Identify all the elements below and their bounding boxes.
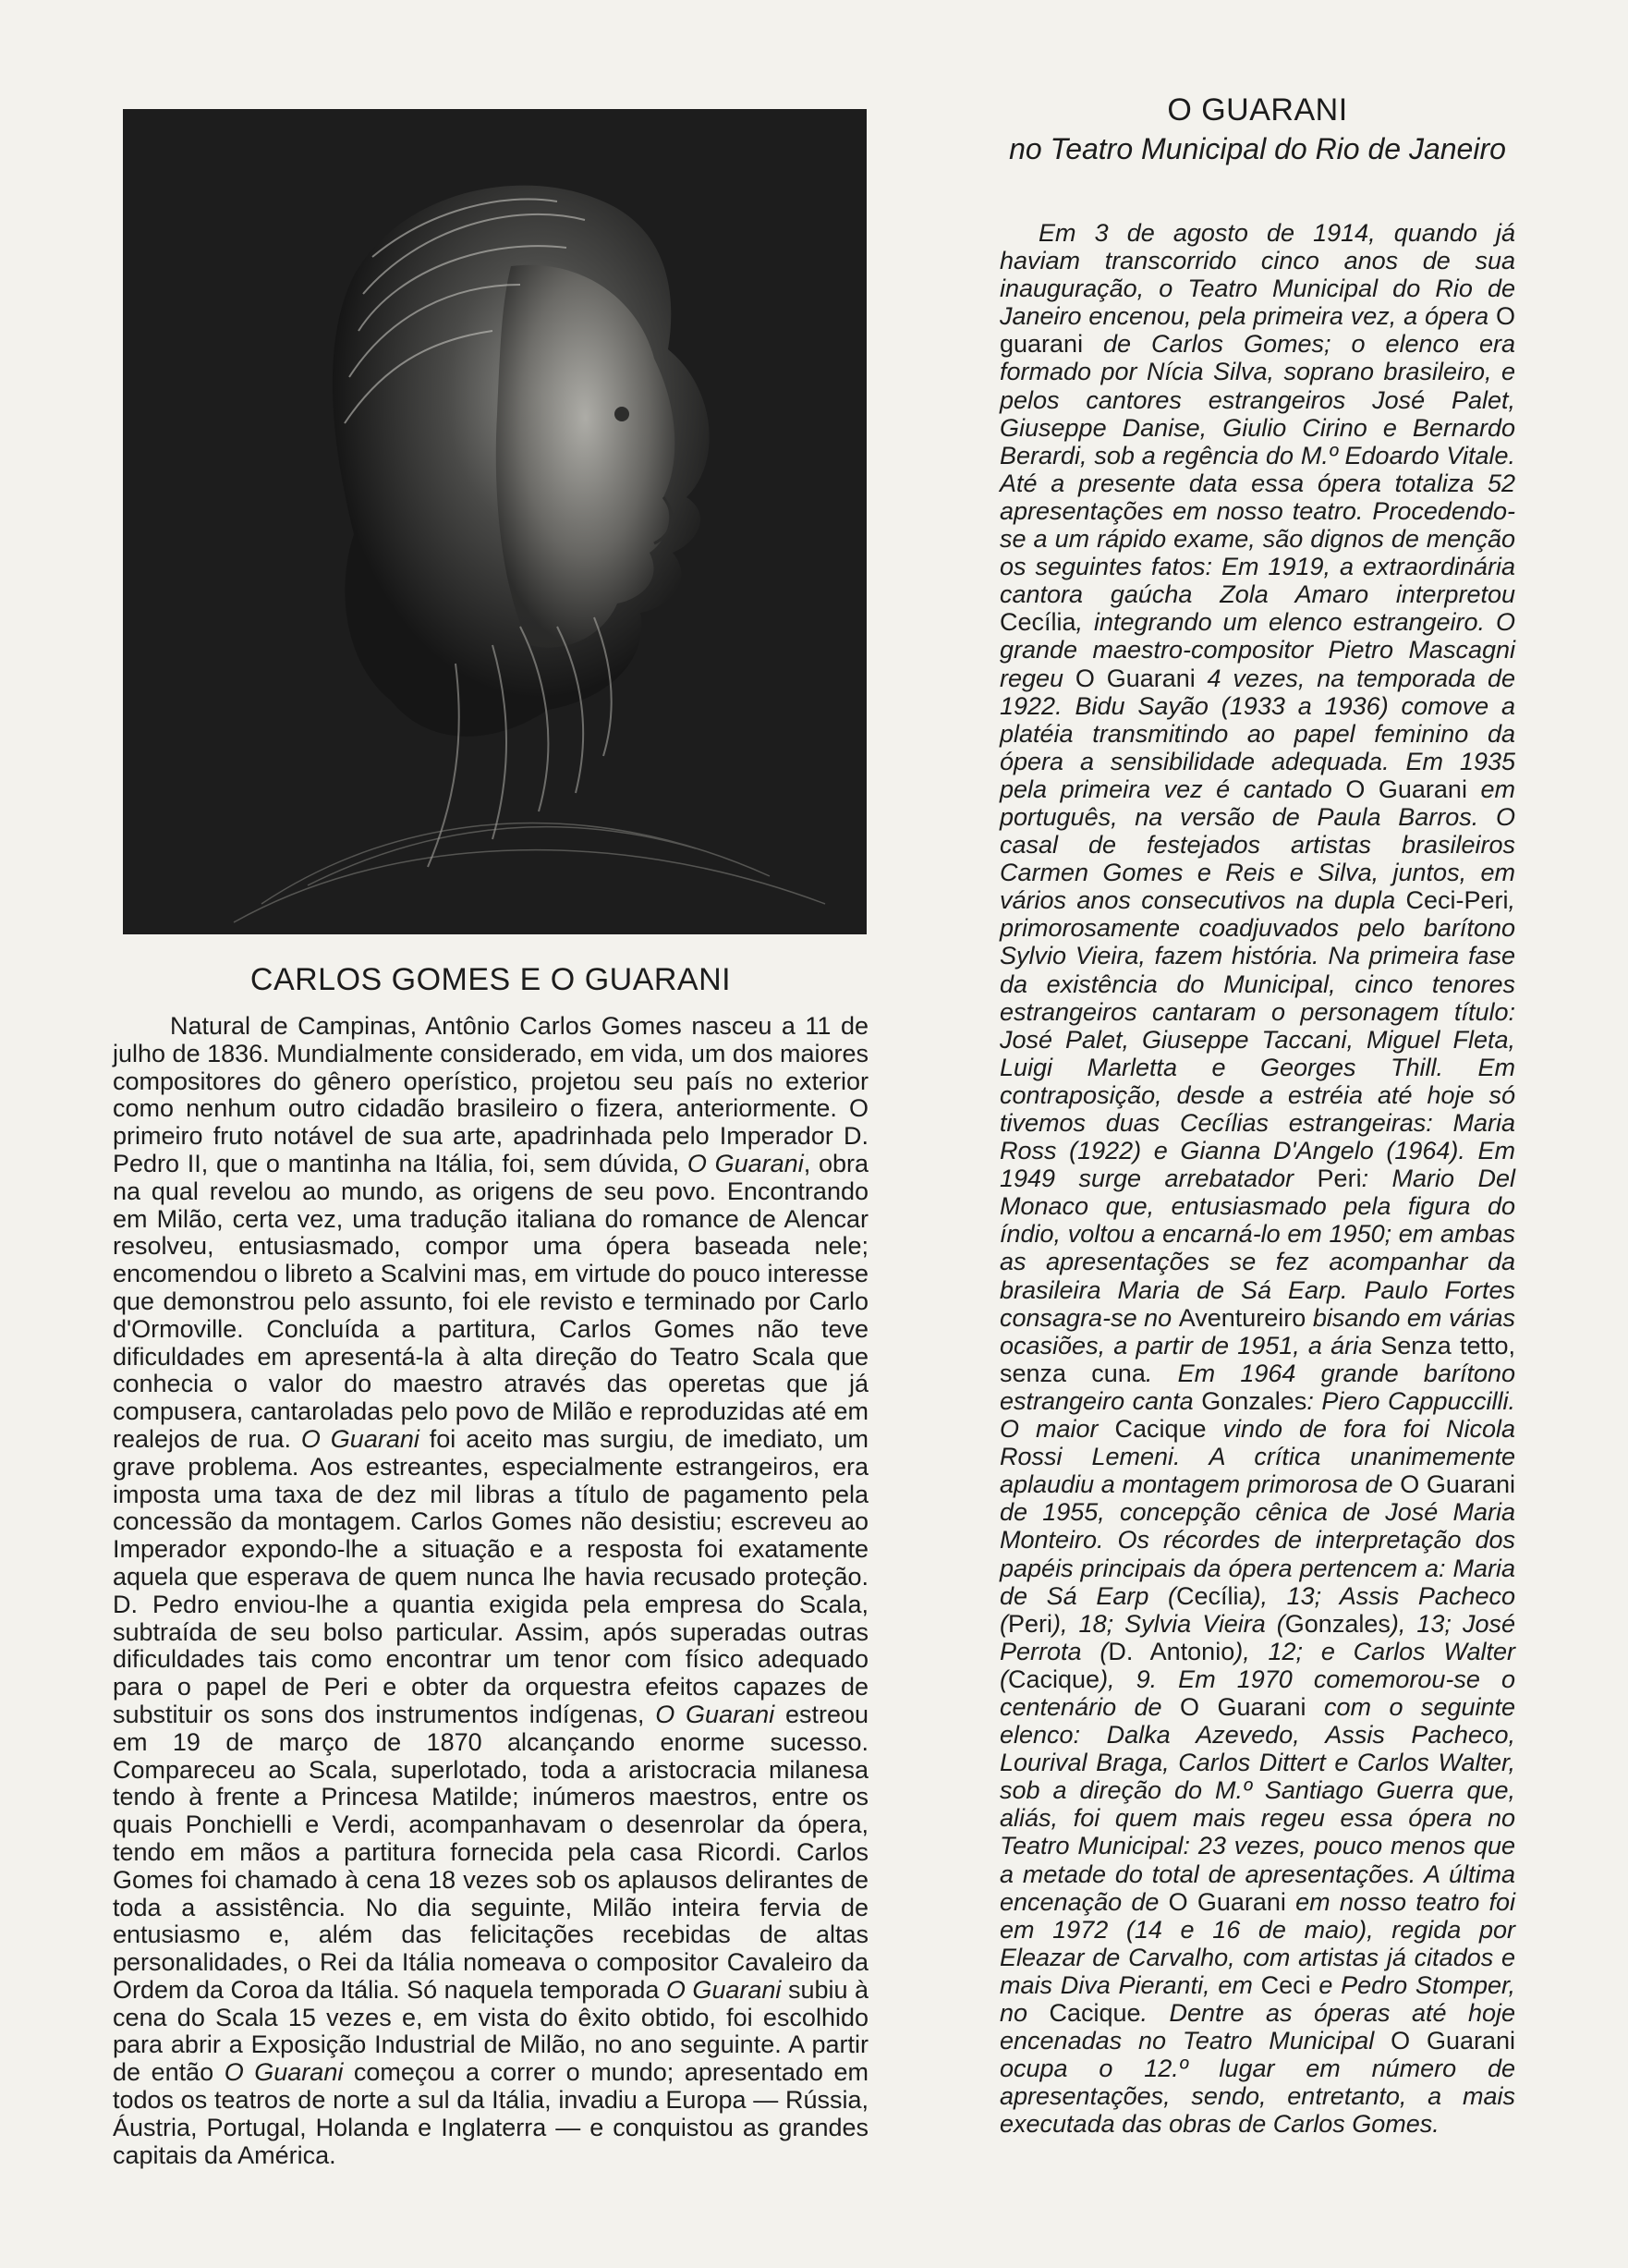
left-body-text: foi aceito mas surgiu, de imediato, um grave problema. Aos estreantes, especialmente estrangeiros, era imposta uma taxa de dez mil libras a título de pagamento pela concessão da montagem. Carlos Gomes não desistiu; escreveu ao Imperador expondo-lhe a situação e a resposta foi exatamente aquela que esperava de quem nunca lhe havia recusado proteção. D. Pedro enviou-lhe a quantia exigida pela empresa do Scala, subtraída de seu bolso particular. Assim, após superadas outras dificuldades tais como encontrar um tenor com físico adequado para o papel de Peri e obter da orquestra efeitos capazes de substituir os sons dos instrumentos indígenas, (113, 1424, 869, 1728)
right-body-text: 4 vezes, na temporada de 1922. Bidu Sayão (1933 a 1936) comove a platéia transmitindo ao papel feminino da ópera a sensibilidade adequada. Em 1935 pela primeira vez é cantado (1000, 664, 1516, 803)
right-body-upright: Ceci (1260, 1970, 1311, 1999)
right-body-text: ocupa o 12.º lugar em número de apresentações, sendo, entretanto, a mais executada das obras de Carlos Gomes. (1000, 2055, 1515, 2139)
right-body-text: ), 13; José Perrota ( (1000, 1609, 1516, 1665)
left-body-italic: O Guarani (224, 2058, 344, 2087)
right-body-upright: Aventureiro (1178, 1303, 1306, 1332)
right-body-upright: Senza tetto, senza cuna (1000, 1331, 1515, 1387)
right-article (1000, 92, 1516, 2139)
left-article (113, 947, 869, 2169)
right-body-upright: Cacique (1114, 1415, 1207, 1444)
portrait-engraving-icon (123, 109, 867, 934)
right-body-upright: Gonzales (1284, 1609, 1391, 1638)
right-body-text: bisando em várias ocasiões, a partir de 1951, a ária (1000, 1303, 1515, 1360)
right-body-text: em português, na versão de Paula Barros. O casal de festejados artistas brasileiros Carmen Gomes e Reis e Silva, juntos, em vários anos consecutivos na dupla (1000, 774, 1515, 915)
right-body-text: vindo de fora foi Nicola Rossi Lemeni. A crítica unanimemente aplaudiu a montagem primorosa de (1000, 1415, 1515, 1499)
right-body-upright: Cacique (1049, 1999, 1141, 2027)
right-body-upright: O Guarani (1345, 774, 1467, 803)
right-body-upright: D. Antonio (1108, 1637, 1235, 1665)
right-body-text: em nosso teatro foi em 1972 (14 e 16 de maio), regida por Eleazar de Carvalho, com artistas já citados e mais Diva Pieranti, em (1000, 1887, 1515, 1999)
left-body-text: começou a correr o mundo; apresentado em todos os teatros de norte a sul da Itália, invadiu a Europa — Rússia, Áustria, Portugal, Holanda e Inglaterra — e conquistou as grandes capitais da América. (113, 2058, 869, 2169)
left-body-italic: O Guarani (686, 1149, 804, 1177)
left-article-title: CARLOS GOMES E O GUARANI (249, 962, 732, 997)
right-body-upright: Cacique (1008, 1664, 1100, 1693)
right-body-upright: O guarani (1000, 302, 1515, 359)
right-body-text: com o seguinte elenco: Dalka Azevedo, Assis Pacheco, Lourival Braga, Carlos Dittert e Carlos Walter, sob a direção do M.º Santiago Guerra que, aliás, foi quem mais regeu essa ópera no Teatro Municipal: 23 vezes, pouco menos que a metade do total de apresentações. A última encenação de (1000, 1692, 1516, 1916)
left-body-text: subiu à cena do Scala 15 vezes e, em vista do êxito obtido, foi escolhido para abrir a Exposição Industrial de Milão, no ano seguinte. A partir de então (113, 1975, 869, 2087)
right-body-upright: Gonzales (1201, 1386, 1307, 1415)
right-body-text: ), 12; e Carlos Walter ( (1000, 1637, 1515, 1693)
right-body-text: , primorosamente coadjuvados pelo barítono Sylvio Vieira, fazem história. Na primeira fase da existência do Municipal, cinco tenores estrangeiros cantaram o personagem título: José Palet, Giuseppe Taccani, Miguel Fleta, Luigi Marletta e Georges Thill. Em contraposição, desde a estréia até hoje só tivemos duas Cecílias estrangeiras: Maria Ross (1922) e Gianna D'Angelo (1964). Em 1949 surge arrebatador (1000, 886, 1515, 1193)
portrait-engraving (123, 109, 867, 934)
right-body-text: , integrando um elenco estrangeiro. O grande maestro-compositor Pietro Mascagni regeu (1000, 608, 1515, 692)
right-body-upright: O Guarani (1400, 1470, 1515, 1499)
right-body-text: : Mario Del Monaco que, entusiasmado pela figura do índio, voltou a encarná-lo em 1950; em ambas as apresentações se fez acompanhar da brasileira Maria de Sá Earp. Paulo Fortes consagra-se no (1000, 1164, 1515, 1332)
left-body-text: estreou em 19 de março de 1870 alcançando enorme sucesso. Compareceu ao Scala, superlotado, toda a aristocracia milanesa tendo à frente a Princesa Matilde; inúmeros maestros, entre os quais Ponchielli e Verdi, acompanhavam o desenrolar da ópera, tendo em mãos a partitura fornecida pela casa Ricordi. Carlos Gomes foi chamado à cena 18 vezes sob os aplausos delirantes de toda a assistência. No dia seguinte, Milão inteira fervia de entusiasmo e, além das felicitações recebidas de altas personalidades, o Rei da Itália nomeava o compositor Cavaleiro da Ordem da Coroa da Itália. Só naquela temporada (113, 1700, 869, 2004)
right-body-upright: O Guarani (1168, 1887, 1286, 1916)
right-body-upright: O Guarani (1075, 664, 1196, 692)
right-article-subtitle: no Teatro Municipal do Rio de Janeiro (1009, 132, 1506, 165)
left-article-body (113, 1013, 869, 2169)
right-article-title: O GUARANI (1167, 92, 1348, 128)
right-body-upright: O Guarani (1180, 1692, 1306, 1721)
right-body-text: de Carlos Gomes; o elenco era formado por Nícia Silva, soprano brasileiro, e pelos cantores estrangeiros José Palet, Giuseppe Danise, Giulio Cirino e Bernardo Berardi, sob a regência do M.º Edoardo Vitale. Até a presente data essa ópera totaliza 52 apresentações em nosso teatro. Procedendo-se a um rápido exame, são dignos de menção os seguintes fatos: Em 1919, a extraordinária cantora gaúcha Zola Amaro interpretou (1000, 330, 1515, 609)
right-body-text: de 1955, concepção cênica de José Maria Monteiro. Os récordes de interpretação dos papéis principais da ópera pertencem a: Maria de Sá Earp ( (1000, 1498, 1515, 1610)
left-body-italic: O Guarani (655, 1700, 775, 1728)
right-body-text: ), 9. Em 1970 comemorou-se o centenário de (1000, 1664, 1515, 1721)
left-body-italic: O Guarani (300, 1424, 419, 1453)
right-body-upright: Ceci-Peri (1405, 886, 1509, 915)
right-article-body (1000, 219, 1515, 2138)
right-body-upright: Peri (1317, 1164, 1362, 1193)
left-body-text: Natural de Campinas, Antônio Carlos Gomes nasceu a 11 de julho de 1836. Mundialmente considerado, em vida, um dos maiores compositores do gênero operístico, projetou seu país no exterior como nenhum outro cidadão brasileiro o fizera, anteriormente. O primeiro fruto notável de sua arte, apadrinhada pelo Imperador D. Pedro II, que o mantinha na Itália, foi, sem dúvida, (113, 1012, 869, 1177)
right-body-text: ), 13; Assis Pacheco ( (1000, 1581, 1515, 1638)
right-body-text: : Piero Cappuccilli. O maior (1000, 1386, 1515, 1444)
right-body-upright: O Guarani (1391, 2027, 1516, 2055)
right-body-upright: Cecília (1000, 608, 1076, 637)
left-body-italic: O Guarani (665, 1975, 782, 2004)
right-body-text: Em 3 de agosto de 1914, quando já haviam transcorrido cinco anos de sua inauguração, o Teatro Municipal do Rio de Janeiro encenou, pela primeira vez, a ópera (1000, 219, 1515, 331)
left-body-text: , obra na qual revelou ao mundo, as origens de seu povo. Encontrando em Milão, certa vez, uma tradução italiana do romance de Alencar resolveu, entusiasmado, compor uma ópera baseada nele; encomendou o libreto a Scalvini mas, em virtude do pouco interesse que demonstrou pelo assunto, foi ele revisto e terminado por Carlo d'Ormoville. Concluída a partitura, Carlos Gomes não teve dificuldades em apresentá-la à alta direção do Teatro Scala que conhecia o valor do maestro através das operetas que já compusera, cantaroladas pelo povo de Milão e reproduzidas até em realejos de rua. (113, 1149, 869, 1453)
right-body-text: . Em 1964 grande barítono estrangeiro canta (1000, 1359, 1515, 1415)
right-body-text: . Dentre as óperas até hoje encenadas no Teatro Municipal (1000, 1999, 1515, 2055)
right-body-upright: Peri (1008, 1609, 1053, 1638)
right-body-text: ), 18; Sylvia Vieira ( (1052, 1609, 1285, 1638)
right-body-text: e Pedro Stomper, no (1000, 1970, 1515, 2027)
right-body-upright: Cecília (1175, 1581, 1253, 1610)
